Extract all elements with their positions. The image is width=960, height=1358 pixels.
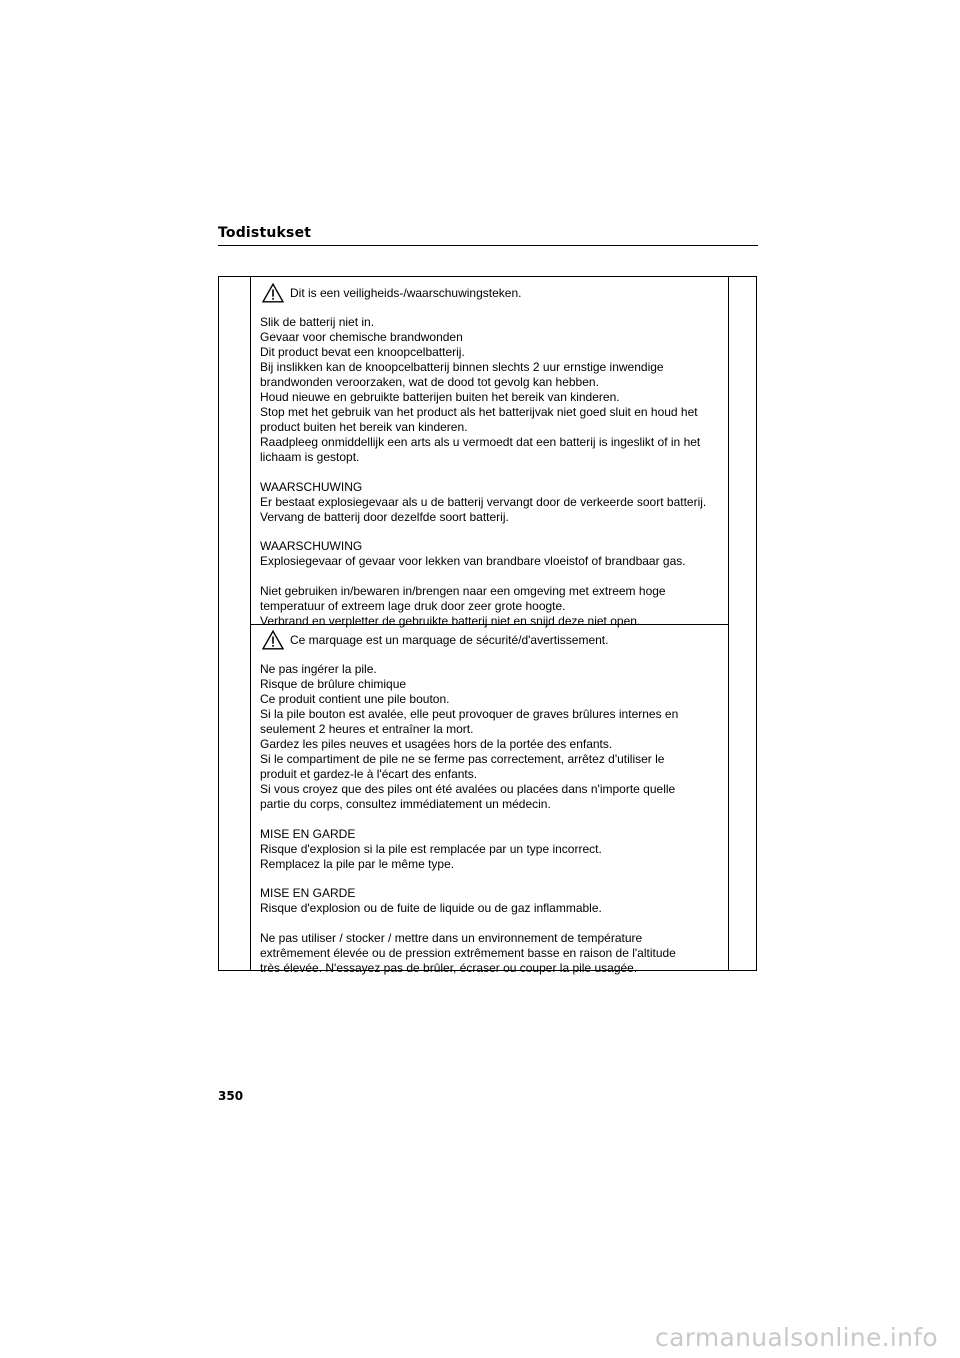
- text-line: Explosiegevaar of gevaar voor lekken van brandbare vloeistof of brandbaar gas.: [260, 554, 686, 568]
- section-heading: [262, 283, 724, 303]
- text-line: MISE EN GARDE: [260, 826, 356, 841]
- warning-triangle-icon: [262, 630, 284, 650]
- section-heading-text: Dit is een veiligheids-/waarschuwingsteken.: [290, 285, 522, 300]
- section-heading: [262, 630, 724, 650]
- text-line: Vervang de batterij door dezelfde soort batterij.: [260, 509, 509, 524]
- text-line: Niet gebruiken in/bewaren in/brengen naar een omgeving met extreem hoge: [260, 583, 666, 598]
- text-line: Remplacez la pile par le même type.: [260, 856, 455, 871]
- paragraph: [260, 315, 724, 465]
- text-line: temperatuur of extreem lage druk door zeer grote hoogte.: [260, 598, 566, 613]
- page-title: Todistukset: [218, 225, 312, 241]
- text-line: MISE EN GARDE: [260, 886, 356, 900]
- text-line: Ne pas ingérer la pile.: [260, 662, 377, 676]
- header-divider: [218, 245, 758, 246]
- warning-section-dutch: [251, 277, 728, 628]
- paragraph: [260, 886, 724, 916]
- paragraph: [260, 584, 724, 629]
- text-line: Risque de brûlure chimique: [260, 677, 407, 691]
- table-right-border: [728, 277, 729, 970]
- text-line: très élevée. N'essayez pas de brûler, écraser ou couper la pile usagée.: [260, 960, 638, 975]
- page-header: [218, 223, 758, 246]
- text-line: lichaam is gestopt.: [260, 450, 360, 464]
- text-line: Dit product bevat een knoopcelbatterij.: [260, 345, 465, 359]
- section-heading-text: Ce marquage est un marquage de sécurité/d'avertissement.: [290, 632, 609, 647]
- text-line: seulement 2 heures et entraîner la mort.: [260, 722, 474, 736]
- text-line: Stop met het gebruik van het product als het batterijvak niet goed sluit en houd het: [260, 405, 698, 419]
- text-line: Gevaar voor chemische brandwonden: [260, 330, 463, 344]
- warning-section-french: [251, 624, 728, 975]
- text-line: Ce produit contient une pile bouton.: [260, 692, 450, 706]
- text-line: produit et gardez-le à l'écart des enfants.: [260, 767, 478, 781]
- text-line: WAARSCHUWING: [260, 479, 363, 494]
- section-body: [260, 315, 724, 629]
- text-line: Risque d'explosion ou de fuite de liquide ou de gaz inflammable.: [260, 901, 602, 915]
- paragraph: [260, 539, 724, 569]
- text-line: partie du corps, consultez immédiatement un médecin.: [260, 797, 551, 811]
- watermark: carmanualsonline.info: [655, 1323, 938, 1352]
- paragraph: [260, 662, 724, 812]
- warning-triangle-icon: [262, 283, 284, 303]
- text-line: Risque d'explosion si la pile est remplacée par un type incorrect.: [260, 841, 602, 856]
- text-line: Slik de batterij niet in.: [260, 315, 375, 329]
- text-line: Verbrand en verpletter de gebruikte batterij niet en snijd deze niet open.: [260, 613, 641, 628]
- text-line: product buiten het bereik van kinderen.: [260, 420, 468, 434]
- text-line: Si le compartiment de pile ne se ferme pas correctement, arrêtez d'utiliser le: [260, 752, 665, 766]
- paragraph: [260, 827, 724, 872]
- text-line: Er bestaat explosiegevaar als u de batterij vervangt door de verkeerde soort batterij.: [260, 494, 707, 509]
- text-line: WAARSCHUWING: [260, 539, 363, 553]
- section-body: [260, 662, 724, 976]
- warning-table-content: [251, 277, 728, 975]
- text-line: Bij inslikken kan de knoopcelbatterij binnen slechts 2 uur ernstige inwendige: [260, 360, 664, 374]
- paragraph: [260, 931, 724, 976]
- text-line: Si vous croyez que des piles ont été avalées ou placées dans n'importe quelle: [260, 782, 676, 796]
- text-line: extrêmement élevée ou de pression extrêmement basse en raison de l'altitude: [260, 945, 676, 960]
- paragraph: [260, 480, 724, 525]
- text-line: Raadpleeg onmiddellijk een arts als u vermoedt dat een batterij is ingeslikt of in het: [260, 435, 701, 449]
- text-line: Si la pile bouton est avalée, elle peut provoquer de graves brûlures internes en: [260, 707, 679, 721]
- text-line: Gardez les piles neuves et usagées hors de la portée des enfants.: [260, 737, 613, 751]
- warning-table: [218, 276, 757, 975]
- text-line: Houd nieuwe en gebruikte batterijen buiten het bereik van kinderen.: [260, 390, 620, 404]
- text-line: Ne pas utiliser / stocker / mettre dans un environnement de température: [260, 930, 643, 945]
- page-number: 350: [218, 1089, 244, 1103]
- text-line: brandwonden veroorzaken, wat de dood tot gevolg kan hebben.: [260, 375, 599, 389]
